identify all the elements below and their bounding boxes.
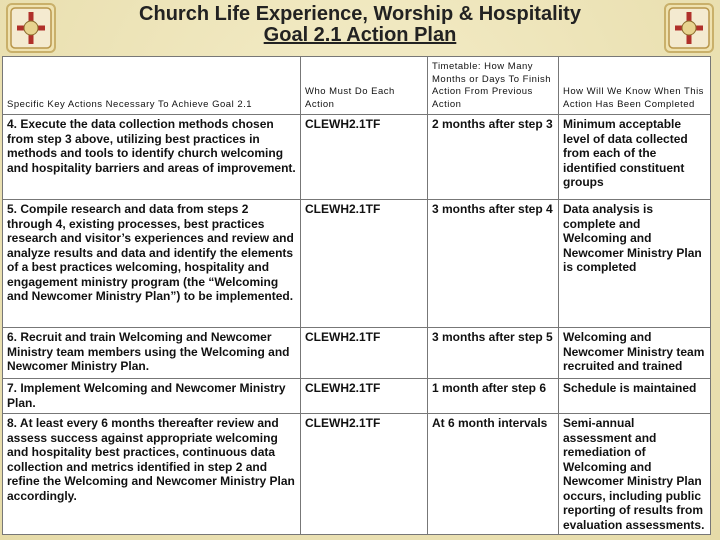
who-cell: CLEWH2.1TF [301, 328, 428, 379]
column-header: Specific Key Actions Necessary To Achieve Goal 2.1 [3, 57, 301, 115]
timetable-cell: 3 months after step 5 [428, 328, 559, 379]
title-line-1: Church Life Experience, Worship & Hospitality [139, 3, 581, 25]
column-header: Timetable: How Many Months or Days To Finish Action From Previous Action [428, 57, 559, 115]
completion-cell: Semi-annual assessment and remediation of Welcoming and Newcomer Ministry Plan occurs, including public reporting of results from evaluation assessments. [559, 414, 711, 535]
seal-logo [6, 3, 56, 53]
table-row [3, 414, 711, 535]
table-row [3, 328, 711, 379]
action-cell: 8. At least every 6 months thereafter review and assess success against appropriate welcoming and hospitality best practices, continuous data collection and metrics identified in step 2 and refine the Welcoming and Newcomer Ministry Plan accordingly. [3, 414, 301, 535]
action-plan-table [2, 56, 711, 535]
column-header: Who Must Do Each Action [301, 57, 428, 115]
who-cell: CLEWH2.1TF [301, 379, 428, 414]
table-row [3, 115, 711, 200]
page-title [60, 4, 660, 46]
table-header-row [3, 57, 711, 115]
table-row [3, 200, 711, 328]
action-cell: 5. Compile research and data from steps 2 through 4, existing processes, best practices research and visitor’s experiences and review and analyze results and data and identify the elements of a best practices welcoming, hospitality and engagement ministry program (the “Welcoming and Newcomer Ministry Plan”) to be implemented. [3, 200, 301, 328]
completion-cell: Schedule is maintained [559, 379, 711, 414]
action-cell: 4. Execute the data collection methods chosen from step 3 above, utilizing best practices in methods and tools to identify church welcoming and hospitality barriers and areas of improvement. [3, 115, 301, 200]
who-cell: CLEWH2.1TF [301, 414, 428, 535]
column-header: How Will We Know When This Action Has Been Completed [559, 57, 711, 115]
who-cell: CLEWH2.1TF [301, 200, 428, 328]
timetable-cell: 2 months after step 3 [428, 115, 559, 200]
action-cell: 6. Recruit and train Welcoming and Newcomer Ministry team members using the Welcoming and Newcomer Ministry Plan. [3, 328, 301, 379]
title-line-2: Goal 2.1 Action Plan [263, 24, 457, 46]
timetable-cell: 3 months after step 4 [428, 200, 559, 328]
completion-cell: Welcoming and Newcomer Ministry team recruited and trained [559, 328, 711, 379]
completion-cell: Data analysis is complete and Welcoming and Newcomer Ministry Plan is completed [559, 200, 711, 328]
who-cell: CLEWH2.1TF [301, 115, 428, 200]
action-cell: 7. Implement Welcoming and Newcomer Ministry Plan. [3, 379, 301, 414]
seal-logo [664, 3, 714, 53]
timetable-cell: At 6 month intervals [428, 414, 559, 535]
completion-cell: Minimum acceptable level of data collected from each of the identified constituent groups [559, 115, 711, 200]
timetable-cell: 1 month after step 6 [428, 379, 559, 414]
table-row [3, 379, 711, 414]
